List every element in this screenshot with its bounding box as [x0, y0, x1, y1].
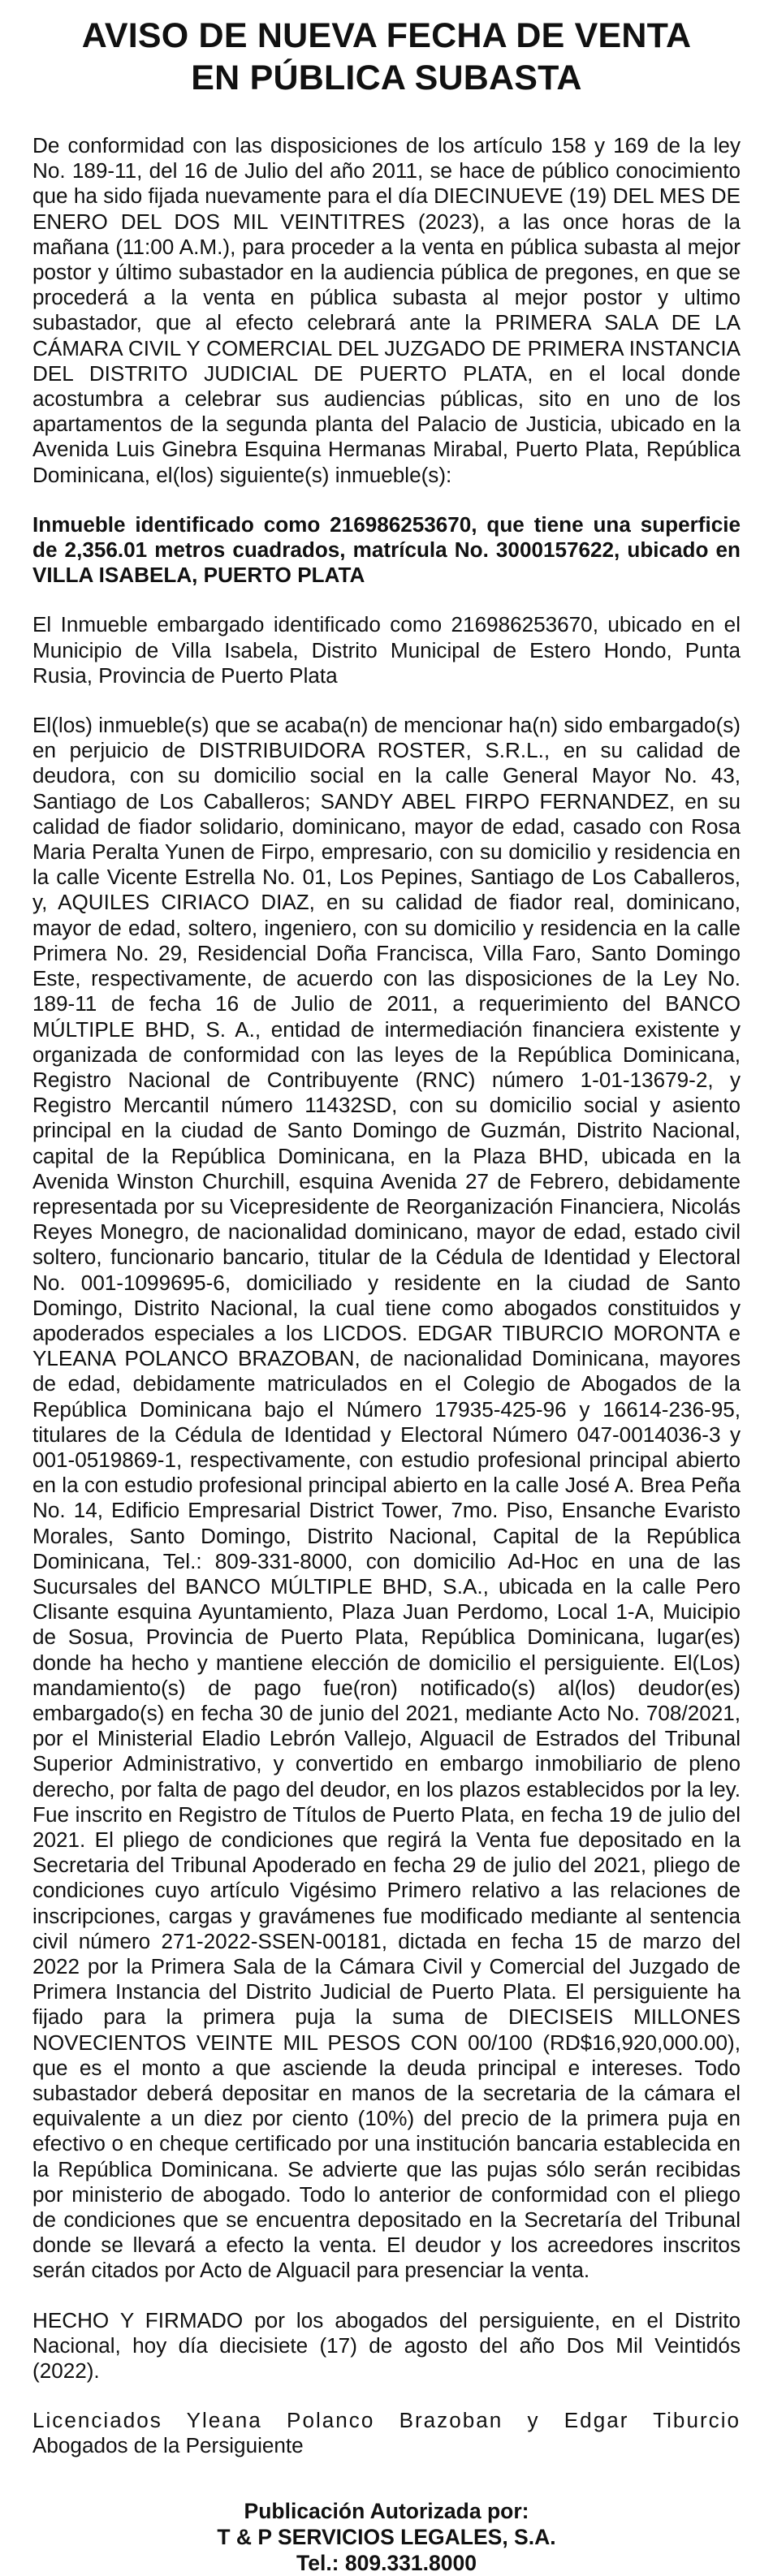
signature-role: Abogados de la Persiguiente — [32, 2433, 304, 2458]
notice-title — [32, 15, 741, 99]
footer-company-name: T & P SERVICIOS LEGALES, S.A. — [217, 2524, 556, 2549]
signature-names: Licenciados Yleana Polanco Brazoban y Edgar Tiburcio — [32, 2408, 741, 2433]
footer-phone: Tel.: 809.331.8000 — [296, 2550, 477, 2575]
seizure-details-paragraph: El(los) inmueble(s) que se acaba(n) de mencionar ha(n) sido embargado(s) en perjuicio de DISTRIBUIDORA ROSTER, S.R.L., en su calidad de deudora, con su domicilio social en la calle General Mayor No. 43, Santiago de Los Caballeros; SANDY ABEL FIRPO FERNANDEZ, en su calidad de fiador solidario, dominicano, mayor de edad, casado con Rosa Maria Peralta Yunen de Firpo, empresario, con su domicilio y residencia en la calle Vicente Estrella No. 01, Los Pepines, Santiago de Los Caballeros, y, AQUILES CIRIACO DIAZ, en su calidad de fiador real, dominicano, mayor de edad, soltero, ingeniero, con su domicilio y residencia en la calle Primera No. 29, Residencial Doña Francisca, Villa Faro, Santo Domingo Este, respectivamente, de acuerdo con las disposiciones de la Ley No. 189-11 de fecha 16 de Julio de 2011, a requerimiento del BANCO MÚLTIPLE BHD, S. A., entidad de intermediación financiera existente y organizada de conformidad con las leyes de la República Dominicana, Registro Nacional de Contribuyente (RNC) número 1-01-13679-2, y Registro Mercantil número 11432SD, con su domicilio social y asiento principal en la ciudad de Santo Domingo de Guzmán, Distrito Nacional, capital de la República Dominicana, en la Plaza BHD, ubicada en la Avenida Winston Churchill, esquina Avenida 27 de Febrero, debidamente representada por su Vicepresidente de Reorganización Financiera, Nicolás Reyes Monegro, de nacionalidad dominicano, mayor de edad, estado civil soltero, funcionario bancario, titular de la Cédula de Identidad y Electoral No. 001-1099695-6, domiciliado y residente en la ciudad de Santo Domingo, Distrito Nacional, la cual tiene como abogados constituidos y apoderados especiales a los LICDOS. EDGAR TIBURCIO MORONTA e YLEANA POLANCO BRAZOBAN, de nacionalidad Dominicana, mayores de edad, debidamente matriculados en el Colegio de Abogados de la República Dominicana bajo el Número 17935-425-96 y 16614-236-95, titulares de la Cédula de Identidad y Electoral Número 047-0014036-3 y 001-0519869-1, respectivamente, con estudio profesional principal abierto en la con estudio profesional principal abierto en la calle José A. Brea Peña No. 14, Edificio Empresarial District Tower, 7mo. Piso, Ensanche Evaristo Morales, Santo Domingo, Distrito Nacional, Capital de la República Dominicana, Tel.: 809-331-8000, con domicilio Ad-Hoc en una de las Sucursales del BANCO MÚLTIPLE BHD, S.A., ubicada en la calle Pero Clisante esquina Ayuntamiento, Plaza Juan Perdomo, Local 1-A, Muicipio de Sosua, Provincia de Puerto Plata, República Dominicana, lugar(es) donde ha hecho y mantiene elección de domicilio el persiguiente. El(Los) mandamiento(s) de pago fue(ron) notificado(s) al(los) deudor(es) embargado(s) en fecha 30 de junio del 2021, mediante Acto No. 708/2021, por el Ministerial Eladio Lebrón Vallejo, Alguacil de Estrados del Tribunal Superior Administrativo, y convertido en embargo inmobiliario de pleno derecho, por falta de pago del deudor, en los plazos establecidos por la ley. Fue inscrito en Registro de Títulos de Puerto Plata, en fecha 19 de julio del 2021. El pliego de condiciones que regirá la Venta fue depositado en la Secretaria del Tribunal Apoderado en fecha 29 de julio del 2021, pliego de condiciones cuyo artículo Vigésimo Primero relativo a las relaciones de inscripciones, cargas y gravámenes fue modificado mediante al sentencia civil número 271-2022-SSEN-00181, dictada en fecha 15 de marzo del 2022 por la Primera Sala de la Cámara Civil y Comercial del Juzgado de Primera Instancia del Distrito Judicial de Puerto Plata. El persiguiente ha fijado para la primera puja la suma de DIECISEIS MILLONES NOVECIENTOS VEINTE MIL PESOS CON 00/100 (RD$16,920,000.00), que es el monto a que asciende la deuda principal e intereses. Todo subastador deberá depositar en manos de la secretaria de la cámara el equivalente a un diez por ciento (10%) del precio de la primera puja en efectivo o en cheque certificado por una institución bancaria establecida en la República Dominicana. Se advierte que las pujas sólo serán recibidas por ministerio de abogado. Todo lo anterior de conformidad con el pliego de condiciones que se encuentra depositado en la Secretaría del Tribunal donde se llevará a efecto la venta. El deudor y los acreedores inscritos serán citados por Acto de Alguacil para presenciar la venta. — [32, 713, 741, 2283]
title-line-2: EN PÚBLICA SUBASTA — [191, 58, 582, 97]
intro-paragraph: De conformidad con las disposiciones de los artículo 158 y 169 de la ley No. 189-11, del 16 de Julio del año 2011, se hace de público conocimiento que ha sido fijada nuevamente para el día DIECINUEVE (19) DEL MES DE ENERO DEL DOS MIL VEINTITRES (2023), a las once horas de la mañana (11:00 A.M.), para proceder a la venta en pública subasta al mejor postor y último subastador en la audiencia pública de pregones, en que se procederá a la venta en pública subasta al mejor postor y ultimo subastador, que al efecto celebrará ante la PRIMERA SALA DE LA CÁMARA CIVIL Y COMERCIAL DEL JUZGADO DE PRIMERA INSTANCIA DEL DISTRITO JUDICIAL DE PUERTO PLATA, en el local donde acostumbra a celebrar sus audiencias públicas, sito en uno de los apartamentos de la segunda planta del Palacio de Justicia, ubicado en la Avenida Luis Ginebra Esquina Hermanas Mirabal, Puerto Plata, República Dominicana, el(los) siguiente(s) inmueble(s): — [32, 133, 741, 487]
signed-statement-paragraph: HECHO Y FIRMADO por los abogados del persiguiente, en el Distrito Nacional, hoy día diecisiete (17) de agosto del año Dos Mil Veintidós (2022). — [32, 2307, 741, 2384]
property-identification-paragraph: Inmueble identificado como 216986253670, que tiene una superficie de 2,356.01 metros cuadrados, matrícula No. 3000157622, ubicado en VILLA ISABELA, PUERTO PLATA — [32, 511, 741, 588]
publication-footer — [32, 2498, 741, 2576]
signature-block — [32, 2408, 741, 2458]
footer-authorized-by: Publicación Autorizada por: — [244, 2498, 529, 2523]
title-line-1: AVISO DE NUEVA FECHA DE VENTA — [81, 16, 692, 55]
property-location-paragraph: El Inmueble embargado identificado como 216986253670, ubicado en el Municipio de Villa Isabela, Distrito Municipal de Estero Hondo, Punta Rusia, Provincia de Puerto Plata — [32, 612, 741, 688]
